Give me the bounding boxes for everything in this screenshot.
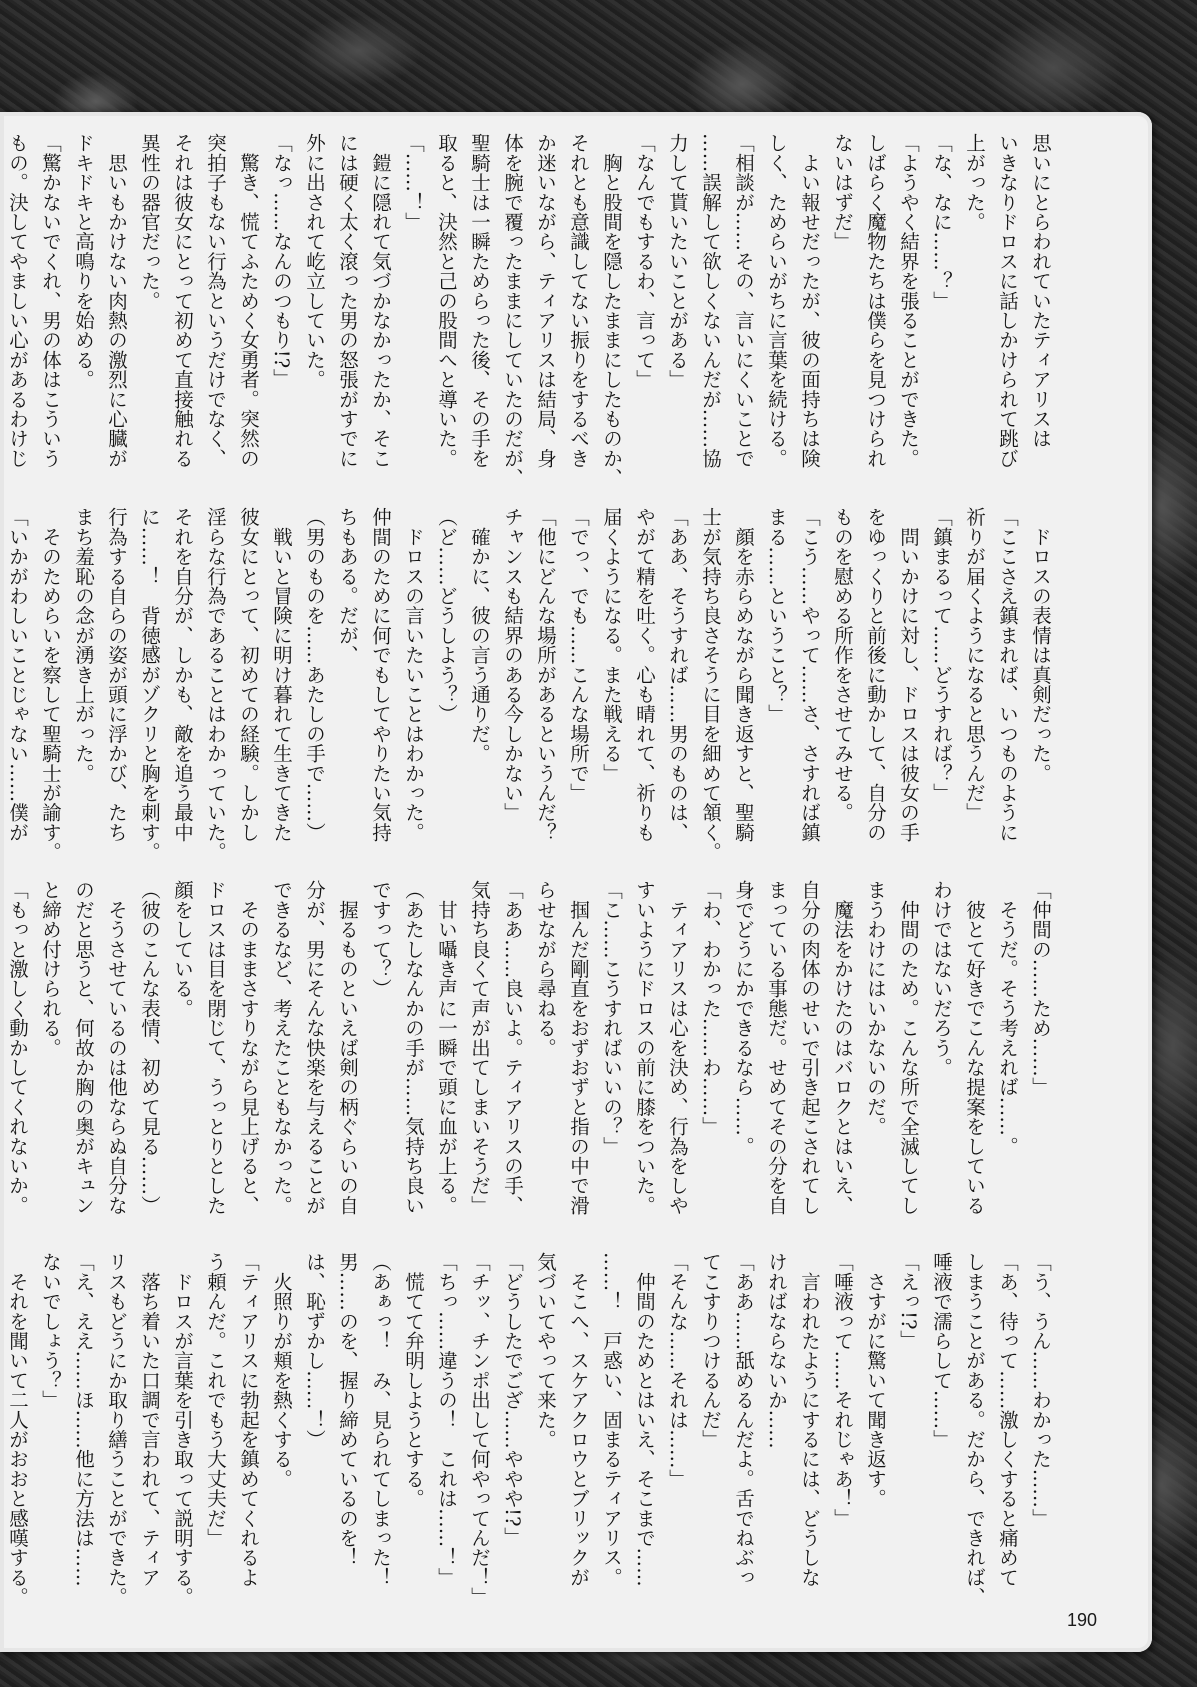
text-line: 言われたようにするには、どうしな [798,1252,821,1587]
text-line: 自分の肉体のせいで引き起こされてし [798,880,821,1215]
text-line: 仲間のために何でもしてやりたい気持 [369,507,392,842]
text-block-1 [0,133,1057,488]
text-line: まうわけにはいかないのだ。 [864,880,887,1137]
text-line: ドロスが言葉を引き取って説明する。 [171,1252,194,1607]
text-line: 異性の器官だった。 [138,133,161,311]
text-line: 顔を赤らめながら聞き返すと、聖騎 [732,507,755,842]
text-line: 「えっ!?」 [897,1252,920,1350]
text-line: 鎧に隠れて気づかなかったか、そこ [369,133,392,468]
text-line: そのままさすりながら見上げると、 [237,880,260,1215]
text-block-4 [0,1252,1057,1607]
text-line: 「他にどんな場所があるというんだ？ [534,507,557,842]
text-line: ドロスは目を閉じて、うっとりとした [204,880,227,1215]
text-line: そうさせているのは他ならぬ自分な [105,880,128,1215]
text-line: それを自分が、しかも、敵を追う最中 [171,507,194,842]
text-line: （ど……どうしよう？） [435,507,458,724]
text-line: ちもある。だが、 [336,507,359,665]
text-line: 仲間のため。こんな所で全滅してし [897,880,920,1215]
text-line: さすがに驚いて聞き返す。 [864,1252,887,1509]
text-line: 男……のを、握り締めているのを！ [336,1252,359,1568]
text-line: ……！ 戸惑い、固まるティアリス。 [600,1252,623,1587]
text-line: 「……！」 [402,133,425,232]
text-line: 「唾液って……それじゃあ！」 [831,1252,854,1528]
text-line: らせながら尋ねる。 [534,880,557,1058]
text-line: ドロスの言いたいことはわかった。 [402,507,425,842]
text-line: 彼とて好きでこんな提案をしている [963,880,986,1215]
text-line: 士が気持ち良さそうに目を細めて頷く。 [699,507,722,862]
text-line: 胸と股間を隠したままにしたものか、 [600,133,623,488]
text-line: 唾液で濡らして……」 [930,1252,953,1449]
text-line: 「相談が……その、言いにくいことで [732,133,755,468]
text-line: 「チッ、チンポ出して何やってんだ！」 [468,1252,491,1607]
text-block-3 [0,880,1057,1225]
text-line: 「いかがわしいことじゃない……僕が [6,507,29,842]
text-line: 「なっ……なんのつもり!?」 [270,133,293,389]
text-line: 「ああ……舐めるんだよ。舌でねぶっ [732,1252,755,1587]
text-line: 火照りが頬を熱くする。 [270,1252,293,1489]
text-line: 分が、男にそんな快楽を与えることが [303,880,326,1215]
text-line: （あたしなんかの手が……気持ち良い [402,880,425,1215]
text-line: （男のものを……あたしの手で……） [303,507,326,842]
text-line: 「ようやく結界を張ることができた。 [897,133,920,468]
text-line: もの。決してやましい心があるわけじ [6,133,29,468]
text-line: 「ああ……良いよ。ティアリスの手、 [501,880,524,1215]
text-line: しまうことがある。だから、できれば、 [963,1252,986,1607]
text-line: それとも意識してない振りをするべき [567,133,590,468]
text-line: 「ティアリスに勃起を鎮めてくれるよ [237,1252,260,1587]
text-line: 体を腕で覆ったままにしていたのだが、 [501,133,524,488]
text-line: 気持ち良くて声が出てしまいそうだ」 [468,880,491,1215]
text-line: 思いもかけない肉熱の激烈に心臓が [105,133,128,468]
text-line: まる……ということ？」 [765,507,788,724]
text-line: ですって？） [369,880,392,999]
text-line: は、恥ずかし……！） [303,1252,326,1449]
text-block-2 [0,507,1057,862]
text-line: 落ち着いた口調で言われて、ティア [138,1252,161,1587]
text-line: 「そんな……それは……」 [666,1252,689,1489]
text-line: 取ると、決然と己の股間へと導いた。 [435,133,458,468]
text-line: 届くようになる。また戦える」 [600,507,623,783]
text-line: 魔法をかけたのはバロクとはいえ、 [831,880,854,1215]
text-line: のだと思うと、何故か胸の奥がキュン [72,880,95,1215]
text-line: いきなりドロスに話しかけられて跳び [996,133,1019,468]
text-line: 「仲間の……ため……」 [1029,880,1052,1097]
text-line: 「あ、待って……激しくすると痛めて [996,1252,1019,1587]
text-line: ければならないか…… [765,1252,788,1449]
text-line: 外に出されて屹立していた。 [303,133,326,390]
text-line: 上がった。 [963,133,986,232]
text-line: か迷いながら、ティアリスは結局、身 [534,133,557,468]
text-line: ドロスの表情は真剣だった。 [1029,507,1052,783]
text-line: しく、ためらいがちに言葉を続ける。 [765,133,788,468]
text-line: 淫らな行為であることはわかっていた。 [204,507,227,862]
text-line: と締め付けられる。 [39,880,62,1058]
text-line: 「こ……こうすればいいの？」 [600,880,623,1156]
text-line: 「驚かないでくれ、男の体はこういう [39,133,62,468]
text-line: 「ちっ……違うの！ これは……！」 [435,1252,458,1587]
text-line: リスもどうにか取り繕うことができた。 [105,1252,128,1607]
text-line: （彼のこんな表情、初めて見る……） [138,880,161,1215]
text-line: 「ああ、そうすれば……男のものは、 [666,507,689,842]
text-line: 顔をしている。 [171,880,194,1018]
text-line: できるなど、考えたこともなかった。 [270,880,293,1215]
text-line: よい報せだったが、彼の面持ちは険 [798,133,821,468]
text-line: 祈りが届くようになると思うんだ」 [963,507,986,823]
text-line: ないはずだ」 [831,133,854,252]
text-line: 「鎮まるって……どうすれば？」 [930,507,953,803]
text-line: 聖騎士は一瞬ためらった後、その手を [468,133,491,468]
text-line: ……誤解して欲しくないんだが……協 [699,133,722,468]
text-line: 思いにとらわれていたティアリスは [1029,133,1052,449]
text-line: 「え、ええ……ほ……他に方法は…… [72,1252,95,1587]
text-line: 「なんでもするわ、言って」 [633,133,656,390]
text-line: 仲間のためとはいえ、そこまで…… [633,1252,656,1587]
text-line: （あぁっ！ み、見られてしまった！ [369,1252,392,1587]
text-line: 「わ、わかった……わ……」 [699,880,722,1137]
text-line: すいようにドロスの前に膝をついた。 [633,880,656,1215]
text-line: う頼んだ。これでもう大丈夫だ」 [204,1252,227,1548]
text-line: 慌てて弁明しようとする。 [402,1252,425,1509]
text-line: チャンスも結界のある今しかない」 [501,507,524,823]
text-line: 握るものといえば剣の柄ぐらいの自 [336,880,359,1215]
text-line: それは彼女にとって初めて直接触れる [171,133,194,468]
text-line: それを聞いて二人がおおと感嘆する。 [6,1252,29,1607]
text-line: 確かに、彼の言う通りだ。 [468,507,491,764]
text-line: 掴んだ剛直をおずおずと指の中で滑 [567,880,590,1215]
text-line: 「う、うん……わかった……」 [1029,1252,1052,1528]
text-line: 力して貰いたいことがある」 [666,133,689,390]
text-line: そうだ。そう考えれば……。 [996,880,1019,1156]
text-line: 驚き、慌てふためく女勇者。突然の [237,133,260,468]
page-number: 190 [1066,1610,1097,1630]
text-line: 彼女にとって、初めての経験。しかし [237,507,260,842]
text-line: 「な、なに……？」 [930,133,953,311]
text-line: しばらく魔物たちは僕らを見つけられ [864,133,887,468]
text-line: 「どうしたでござ……ややや!?」 [501,1252,524,1547]
text-line: には硬く太く滾った男の怒張がすでに [336,133,359,468]
text-line: やがて精を吐く。心も晴れて、祈りも [633,507,656,842]
text-line: 気づいてやって来た。 [534,1252,557,1449]
text-line: まち羞恥の念が湧き上がった。 [72,507,95,783]
text-line: 問いかけに対し、ドロスは彼女の手 [897,507,920,842]
text-line: 「こう……やって……さ、さすれば鎮 [798,507,821,842]
text-line: わけではないだろう。 [930,880,953,1077]
text-line: 「ここさえ鎮まれば、いつものように [996,507,1019,842]
text-line: そのためらいを察して聖騎士が諭す。 [39,507,62,862]
text-line: 突拍子もない行為というだけでなく、 [204,133,227,468]
text-line: そこへ、スケアクロウとブリックが [567,1252,590,1587]
text-line: 戦いと冒険に明け暮れて生きてきた [270,507,293,842]
text-line: 「でっ、でも……こんな場所で」 [567,507,590,803]
text-line: ないでしょう？」 [39,1252,62,1410]
text-line: ティアリスは心を決め、行為をしや [666,880,689,1215]
text-line: 甘い囁き声に一瞬で頭に血が上る。 [435,880,458,1215]
text-line: に……！ 背徳感がゾクリと胸を刺す。 [138,507,161,862]
text-line: ドキドキと高鳴りを始める。 [72,133,95,390]
text-line: まっている事態だ。せめてその分を自 [765,880,788,1215]
text-line: ものを慰める所作をさせてみせる。 [831,507,854,823]
text-line: てこすりつけるんだ」 [699,1252,722,1449]
text-line: をゆっくりと前後に動かして、自分の [864,507,887,842]
text-line: 「もっと激しく動かしてくれないか。 [6,880,29,1215]
text-line: 身でどうにかできるなら……。 [732,880,755,1156]
text-line: 行為する自らの姿が頭に浮かび、たち [105,507,128,842]
